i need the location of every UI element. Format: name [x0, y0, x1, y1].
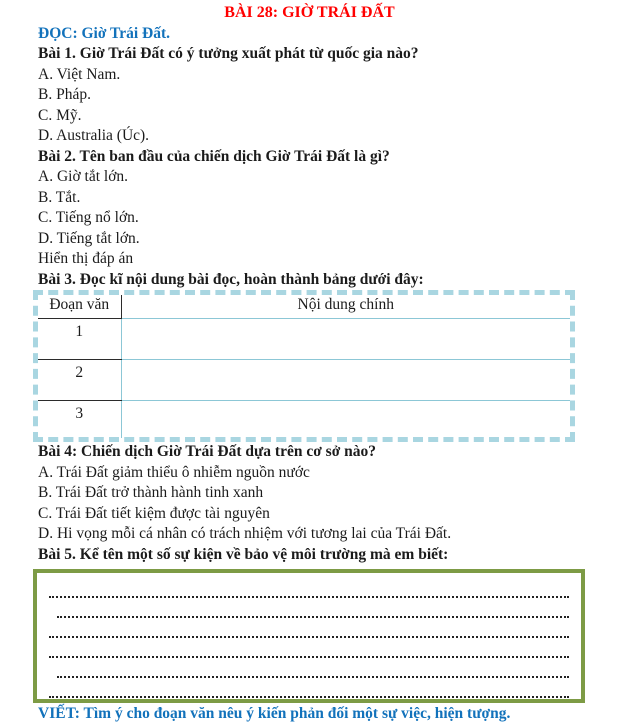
table-header-doan-van: Đoạn văn	[38, 295, 121, 318]
table-row	[38, 318, 570, 359]
show-answer-link[interactable]: Hiển thị đáp án	[38, 250, 134, 267]
row-label: 3	[38, 400, 121, 438]
row-label: 1	[38, 318, 121, 359]
bai2-option-b: B. Tắt.	[38, 188, 81, 206]
bai3-table-wrapper	[33, 290, 575, 442]
table-header-row	[38, 295, 570, 318]
table-header-noi-dung-chinh: Nội dung chính	[121, 295, 570, 318]
bai4-option-c: C. Trái Đất tiết kiệm được tài nguyên	[38, 504, 270, 522]
bai1-option-d: D. Australia (Úc).	[38, 127, 150, 144]
bai2-option-d: D. Tiếng tắt lớn.	[38, 229, 140, 247]
bai5-heading: Bài 5. Kể tên một số sự kiện về bảo vệ môi trường mà em biết:	[38, 545, 449, 563]
bai1-option-a: A. Việt Nam.	[38, 65, 121, 83]
bai1-option-b: B. Pháp.	[38, 86, 91, 103]
table-row	[38, 359, 570, 400]
row-label: 2	[38, 359, 121, 400]
bai5-answer-box	[33, 569, 585, 703]
bai4-option-a: A. Trái Đất giảm thiểu ô nhiễm nguồn nước	[38, 463, 310, 481]
bai3-heading: Bài 3. Đọc kĩ nội dung bài đọc, hoàn thành bảng dưới đây:	[38, 270, 424, 288]
answer-line	[49, 638, 569, 658]
bai2-option-c: C. Tiếng nổ lớn.	[38, 209, 139, 226]
table-row	[38, 400, 570, 438]
answer-line	[49, 618, 569, 638]
answer-line	[57, 598, 569, 618]
viet-section-heading: VIẾT: Tìm ý cho đoạn văn nêu ý kiến phản đối một sự việc, hiện tượng.	[38, 705, 511, 722]
bai1-heading: Bài 1. Giờ Trái Đất có ý tưởng xuất phát từ quốc gia nào?	[38, 45, 419, 62]
answer-line	[57, 658, 569, 678]
row-content-cell	[121, 318, 570, 359]
bai2-option-a: A. Giờ tắt lớn.	[38, 168, 129, 185]
answer-line	[49, 678, 569, 698]
row-content-cell	[121, 400, 570, 438]
bai4-option-d: D. Hi vọng mỗi cá nhân có trách nhiệm với tương lai của Trái Đất.	[38, 525, 452, 542]
doc-section-heading: ĐỌC: Giờ Trái Đất.	[38, 24, 170, 42]
bai4-option-b: B. Trái Đất trở thành hành tinh xanh	[38, 484, 264, 501]
bai1-option-c: C. Mỹ.	[38, 106, 82, 124]
answer-line	[49, 578, 569, 598]
bai4-heading: Bài 4: Chiến dịch Giờ Trái Đất dựa trên cơ sở nào?	[38, 443, 377, 460]
row-content-cell	[121, 359, 570, 400]
page-title: BÀI 28: GIỜ TRÁI ĐẤT	[224, 4, 395, 21]
bai2-heading: Bài 2. Tên ban đầu của chiến dịch Giờ Trái Đất là gì?	[38, 147, 390, 165]
bai3-table	[38, 295, 570, 438]
